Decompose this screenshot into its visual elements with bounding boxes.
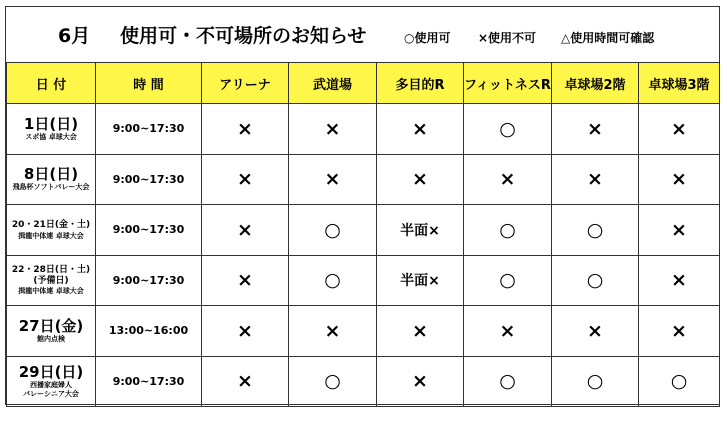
status-cell: ○ (289, 205, 377, 256)
legend-available: ○使用可 (404, 31, 451, 45)
date-text: 29日(日) (18, 362, 84, 381)
status-cell: ○ (289, 255, 377, 306)
col-date: 日 付 (7, 63, 96, 104)
col-tabletennis-2f: 卓球場2階 (552, 63, 639, 104)
event-text: 西播家庭婦人 (30, 380, 72, 389)
col-fitness: フィットネスR (464, 63, 552, 104)
time-cell: 13:00~16:00 (96, 306, 202, 357)
status-cell: × (377, 104, 464, 155)
status-cell: × (639, 154, 720, 205)
date-text: 22・28日(日・土) (11, 264, 91, 275)
status-cell: ○ (464, 356, 552, 407)
date-text: 20・21日(金・土) (11, 220, 91, 231)
status-cell: × (639, 104, 720, 155)
status-cell: ○ (289, 356, 377, 407)
status-cell: ○ (552, 255, 639, 306)
status-cell: × (377, 356, 464, 407)
status-cell: × (464, 306, 552, 357)
col-tabletennis-3f: 卓球場3階 (639, 63, 720, 104)
table-row (7, 205, 720, 256)
status-cell: × (202, 306, 289, 357)
status-cell: × (377, 154, 464, 205)
status-cell: ○ (639, 356, 720, 407)
table-row (7, 104, 720, 155)
status-cell: 半面× (377, 205, 464, 256)
event-text: 揖龍中体連 卓球大会 (18, 232, 84, 241)
header-row (7, 63, 720, 104)
schedule-table (6, 62, 720, 407)
status-cell: ○ (464, 255, 552, 306)
status-cell: × (377, 306, 464, 357)
status-cell: × (202, 255, 289, 306)
status-cell: × (289, 154, 377, 205)
status-cell: ○ (464, 205, 552, 256)
event-text: スポ協 卓球大会 (25, 132, 77, 141)
date-note: (予備日) (33, 275, 69, 286)
time-cell: 9:00~17:30 (96, 104, 202, 155)
status-cell: × (289, 306, 377, 357)
status-cell: × (202, 104, 289, 155)
notice-title: 使用可・不可場所のお知らせ (120, 25, 367, 47)
time-cell: 9:00~17:30 (96, 356, 202, 407)
event-text-line2: バレーシニア大会 (23, 389, 79, 398)
status-cell: ○ (552, 205, 639, 256)
table-row (7, 154, 720, 205)
legend-check-time: △使用時間可確認 (561, 31, 655, 45)
date-cell (7, 306, 96, 357)
event-text: 館内点検 (37, 334, 65, 343)
event-text: 揖龍中体連 卓球大会 (18, 286, 84, 295)
status-cell: × (464, 154, 552, 205)
date-cell (7, 255, 96, 306)
legend-unavailable: ×使用不可 (478, 31, 537, 45)
time-cell: 9:00~17:30 (96, 154, 202, 205)
status-cell: × (552, 306, 639, 357)
date-text: 1日(日) (23, 114, 79, 133)
date-cell (7, 205, 96, 256)
event-text: 飛島杯ソフトバレー大会 (12, 183, 90, 192)
status-cell: × (552, 104, 639, 155)
date-cell (7, 356, 96, 407)
time-cell: 9:00~17:30 (96, 255, 202, 306)
status-cell: × (289, 104, 377, 155)
status-cell: × (202, 205, 289, 256)
time-cell: 9:00~17:30 (96, 205, 202, 256)
schedule-sheet (5, 6, 720, 405)
date-cell (7, 154, 96, 205)
status-cell: ○ (552, 356, 639, 407)
status-cell: × (639, 306, 720, 357)
status-cell: × (639, 255, 720, 306)
status-cell: × (202, 356, 289, 407)
title-row (6, 7, 719, 62)
col-multipurpose: 多目的R (377, 63, 464, 104)
col-time: 時 間 (96, 63, 202, 104)
status-cell: × (552, 154, 639, 205)
date-text: 8日(日) (23, 165, 79, 184)
month-label: 6月 (58, 25, 91, 47)
status-cell: 半面× (377, 255, 464, 306)
status-cell: ○ (464, 104, 552, 155)
col-budojo: 武道場 (289, 63, 377, 104)
status-cell: × (639, 205, 720, 256)
table-row (7, 356, 720, 407)
table-row (7, 306, 720, 357)
table-row (7, 255, 720, 306)
date-text: 27日(金) (18, 316, 84, 335)
status-cell: × (202, 154, 289, 205)
col-arena: アリーナ (202, 63, 289, 104)
date-cell (7, 104, 96, 155)
